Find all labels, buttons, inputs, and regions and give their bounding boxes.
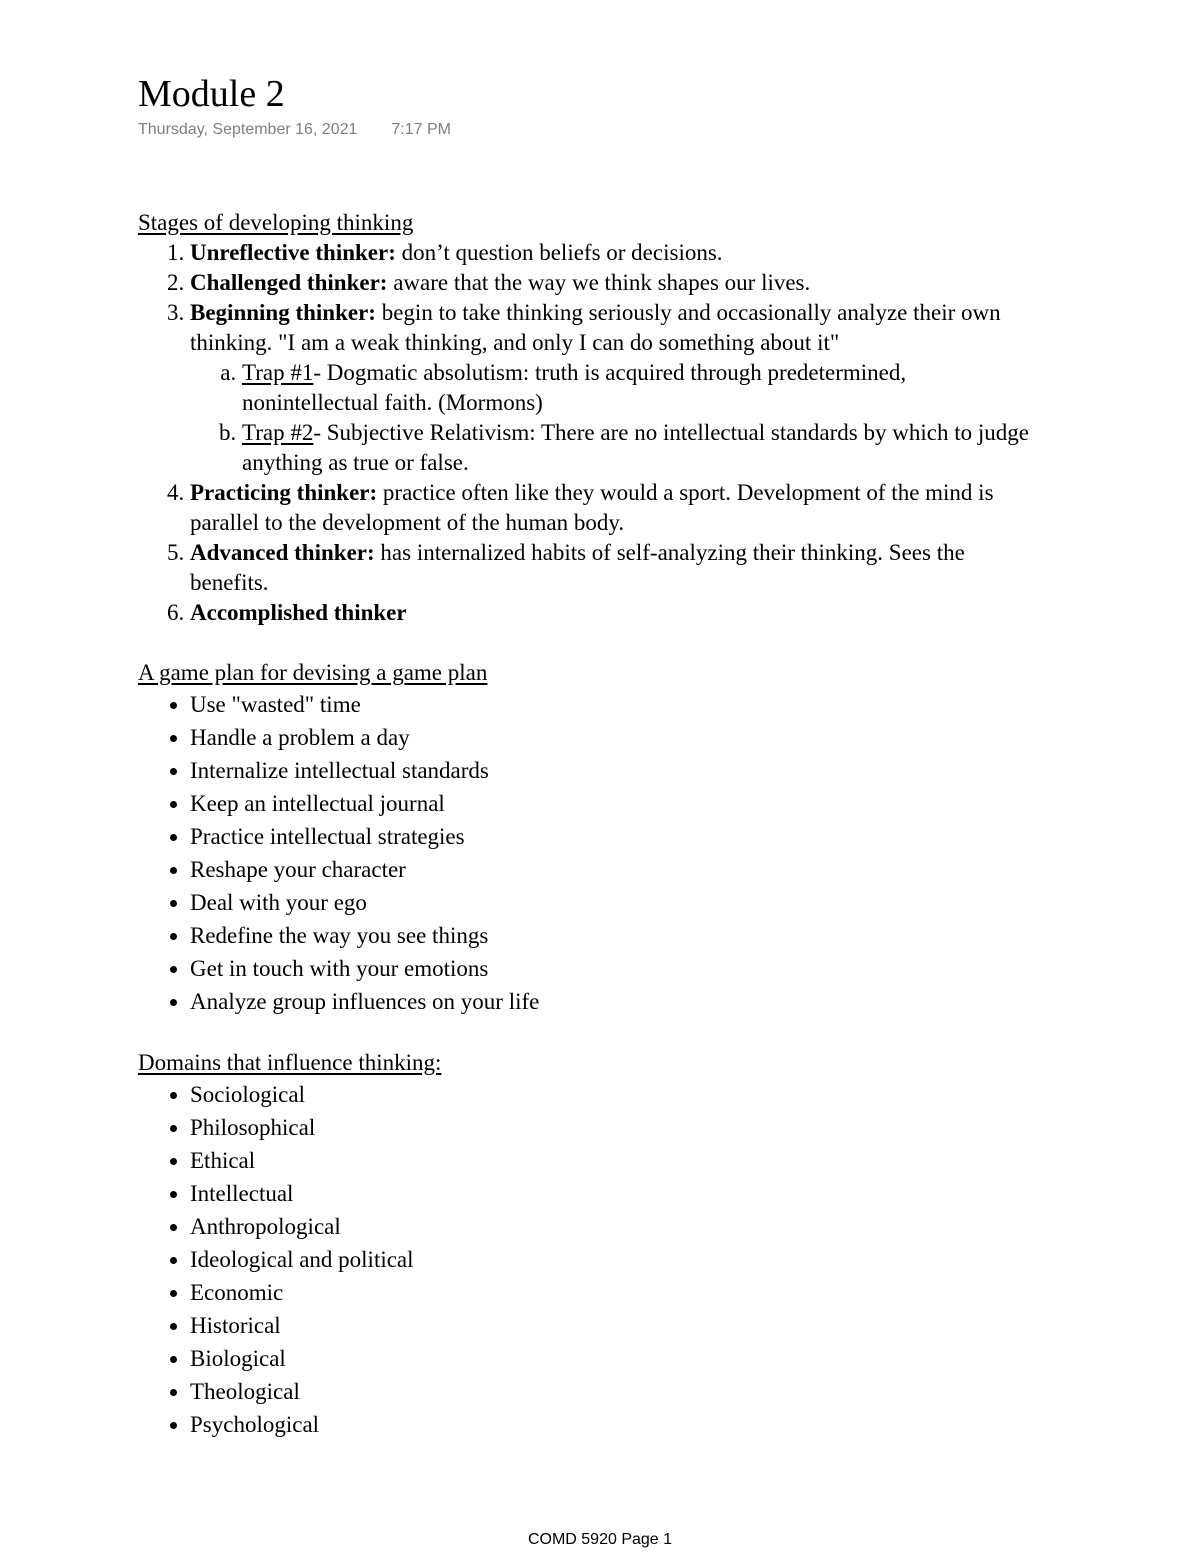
stage-item <box>190 298 1038 478</box>
list-item: • Handle a problem a day <box>190 721 1038 754</box>
traps-list <box>190 358 1038 478</box>
list-item: • Ideological and political <box>190 1243 1038 1276</box>
stage-term: Practicing thinker: <box>190 480 378 505</box>
stage-term: Advanced thinker: <box>190 540 375 565</box>
stage-description: aware that the way we think shapes our lives. <box>387 270 811 295</box>
stage-term: Challenged thinker: <box>190 270 388 295</box>
list-item: • Keep an intellectual journal <box>190 787 1038 820</box>
list-item: • Anthropological <box>190 1210 1038 1243</box>
note-body <box>138 208 1038 1441</box>
stage-term: Accomplished thinker <box>190 600 407 625</box>
note-date: Thursday, September 16, 2021 <box>138 121 358 138</box>
stage-description: begin to take thinking seriously and occasionally analyze their own thinking. "I am a weak thinking, and only I can do something about it" <box>190 300 1001 355</box>
list-item: • Internalize intellectual standards <box>190 754 1038 787</box>
stage-item <box>190 268 1038 298</box>
list-item: • Get in touch with your emotions <box>190 952 1038 985</box>
list-item: • Use "wasted" time <box>190 688 1038 721</box>
stage-description: practice often like they would a sport. Development of the mind is parallel to the development of the human body. <box>190 480 994 535</box>
list-item: • Redefine the way you see things <box>190 919 1038 952</box>
stages-list <box>138 238 1038 628</box>
domains-list <box>138 1078 1038 1441</box>
trap-item <box>242 418 1038 478</box>
game-plan-list <box>138 688 1038 1018</box>
trap-description: - Dogmatic absolutism: truth is acquired through predetermined, nonintellectual faith. (Mormons) <box>242 360 907 415</box>
trap-item <box>242 358 1038 418</box>
stage-item <box>190 598 1038 628</box>
stage-term: Beginning thinker: <box>190 300 376 325</box>
trap-description: - Subjective Relativism: There are no intellectual standards by which to judge anything as true or false. <box>242 420 1029 475</box>
list-item: • Biological <box>190 1342 1038 1375</box>
stage-item <box>190 238 1038 268</box>
page-title: Module 2 <box>138 73 285 115</box>
stage-term: Unreflective thinker: <box>190 240 396 265</box>
trap-label: Trap #1 <box>242 360 314 385</box>
game-plan-heading: A game plan for devising a game plan <box>138 660 488 685</box>
list-item: • Reshape your character <box>190 853 1038 886</box>
list-item: • Deal with your ego <box>190 886 1038 919</box>
list-item: • Sociological <box>190 1078 1038 1111</box>
list-item: • Ethical <box>190 1144 1038 1177</box>
list-item: • Theological <box>190 1375 1038 1408</box>
domains-heading: Domains that influence thinking: <box>138 1050 442 1075</box>
note-time: 7:17 PM <box>391 121 451 138</box>
section-spacer <box>138 1018 1038 1048</box>
section-spacer <box>138 628 1038 658</box>
list-item: • Psychological <box>190 1408 1038 1441</box>
list-item: • Philosophical <box>190 1111 1038 1144</box>
stage-item <box>190 538 1038 598</box>
trap-label: Trap #2 <box>242 420 314 445</box>
list-item: • Historical <box>190 1309 1038 1342</box>
stage-item <box>190 478 1038 538</box>
list-item: • Analyze group influences on your life <box>190 985 1038 1018</box>
list-item: • Intellectual <box>190 1177 1038 1210</box>
list-item: • Practice intellectual strategies <box>190 820 1038 853</box>
stage-description: has internalized habits of self-analyzing their thinking. Sees the benefits. <box>190 540 965 595</box>
stages-heading: Stages of developing thinking <box>138 210 414 235</box>
list-item: • Economic <box>190 1276 1038 1309</box>
note-metadata <box>138 121 451 139</box>
page-footer: COMD 5920 Page 1 <box>527 1531 673 1548</box>
stage-description: don’t question beliefs or decisions. <box>395 240 723 265</box>
